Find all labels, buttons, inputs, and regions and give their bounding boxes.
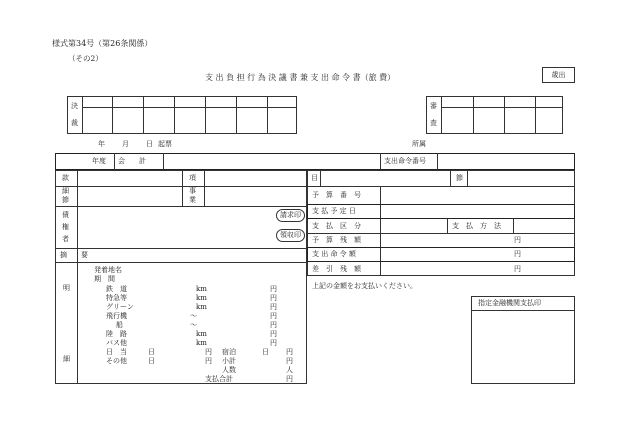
daily-days: 日: [148, 348, 155, 356]
item-express-yen: 円: [270, 294, 277, 302]
item-road-yen: 円: [270, 330, 277, 338]
item-road: 陸 路: [106, 330, 127, 338]
saimoku-label-1: 細: [62, 187, 69, 195]
daily-yen: 円: [205, 348, 212, 356]
approval-label-1: 決: [71, 102, 78, 110]
subtotal-yen: 円: [286, 357, 293, 365]
pay-kind-label: 支 払 区 分: [312, 222, 361, 230]
setsu-label: 節: [456, 174, 463, 182]
invoice-seal-label: 請求印: [280, 211, 301, 219]
other-yen: 円: [205, 357, 212, 365]
item-plane: 飛行機: [106, 312, 127, 320]
other-label: その他: [106, 357, 127, 365]
item-bus: バス他: [106, 339, 127, 347]
budget-balance-label: 予 算 残 額: [312, 236, 361, 244]
date-year: 年: [98, 140, 105, 148]
item-express-unit: km: [196, 294, 207, 302]
review-label-1: 審: [430, 102, 437, 110]
item-ship: 船: [116, 321, 123, 329]
people-unit: 人: [286, 366, 293, 374]
remaining-yen: 円: [514, 265, 521, 273]
bank-stamp-label: 指定金融機関支払印: [478, 299, 541, 307]
total-label: 支払合計: [205, 375, 233, 383]
meisai-label-2: 細: [63, 355, 70, 363]
form-subnumber: （その2）: [68, 54, 103, 63]
order-amount-label: 支 出 命 令 額: [312, 250, 356, 258]
subtotal-label: 小計: [222, 357, 236, 365]
item-plane-yen: 円: [270, 312, 277, 320]
approval-label-2: 裁: [71, 119, 78, 127]
other-days: 日: [148, 357, 155, 365]
lodging-label: 宿泊: [222, 348, 236, 356]
expenditure-badge: [542, 67, 575, 83]
badge-label: 歳出: [551, 71, 566, 79]
department-label: 所属: [412, 140, 426, 148]
saimoku-label-2: 節: [62, 196, 69, 204]
kan-label: 款: [62, 174, 69, 182]
daily-allowance-label: 日 当: [106, 348, 127, 356]
review-label-2: 査: [430, 119, 437, 127]
summary-label: 摘 要: [60, 251, 88, 259]
budget-balance-yen: 円: [514, 236, 521, 244]
accounting-label: 会 計: [118, 157, 146, 165]
item-ship-yen: 円: [270, 321, 277, 329]
item-green-unit: km: [196, 303, 207, 311]
item-express: 特急等: [106, 294, 127, 302]
left-table: [55, 170, 307, 384]
people-label: 人数: [222, 366, 236, 374]
item-road-unit: km: [196, 330, 207, 338]
destination-label: 発着地名: [94, 266, 122, 274]
lodging-yen: 円: [286, 348, 293, 356]
period-label: 期 間: [94, 275, 115, 283]
kou-label: 項: [189, 174, 196, 182]
pay-method-label: 支 払 方 法: [452, 222, 501, 230]
form-number: 様式第34号（第26条関係）: [52, 39, 153, 48]
order-amount-yen: 円: [514, 250, 521, 258]
item-green: グリーン: [106, 303, 134, 311]
item-rail-unit: km: [196, 285, 207, 293]
meisai-label-1: 明: [63, 284, 70, 292]
approval-grid-left: [67, 96, 297, 134]
total-yen: 円: [286, 375, 293, 383]
jigyo-label-1: 事: [189, 187, 196, 195]
date-month: 月: [122, 140, 129, 148]
item-rail-yen: 円: [270, 285, 277, 293]
date-day: 日: [146, 140, 153, 148]
remaining-label: 差 引 残 額: [312, 265, 361, 273]
item-plane-unit: ～: [190, 312, 197, 320]
item-ship-unit: ～: [190, 321, 197, 329]
date-origin: 起票: [158, 140, 172, 148]
payment-note: 上記の金額をお支払いください。: [312, 282, 417, 290]
jigyo-label-2: 業: [189, 196, 196, 204]
creditor-label-2: 権: [62, 223, 69, 231]
budget-number-label: 予 算 番 号: [312, 191, 361, 199]
item-green-yen: 円: [270, 303, 277, 311]
creditor-label-1: 債: [62, 211, 69, 219]
order-number-label: 支出命令番号: [384, 157, 426, 165]
fiscal-year-label: 年度: [92, 157, 106, 165]
invoice-seal: [276, 209, 305, 222]
item-bus-unit: km: [196, 339, 207, 347]
page-title: 支 出 負 担 行 為 決 議 書 兼 支 出 命 令 書（旅 費）: [205, 73, 396, 82]
pay-date-label: 支 払 予 定 日: [312, 207, 356, 215]
moku-label: 目: [311, 174, 318, 182]
approval-grid-right: [426, 96, 563, 134]
creditor-label-3: 者: [62, 235, 69, 243]
receipt-seal: [276, 229, 305, 242]
item-rail: 鉄 道: [106, 285, 127, 293]
lodging-days: 日: [262, 348, 269, 356]
item-bus-yen: 円: [270, 339, 277, 347]
receipt-seal-label: 領収印: [280, 231, 301, 239]
